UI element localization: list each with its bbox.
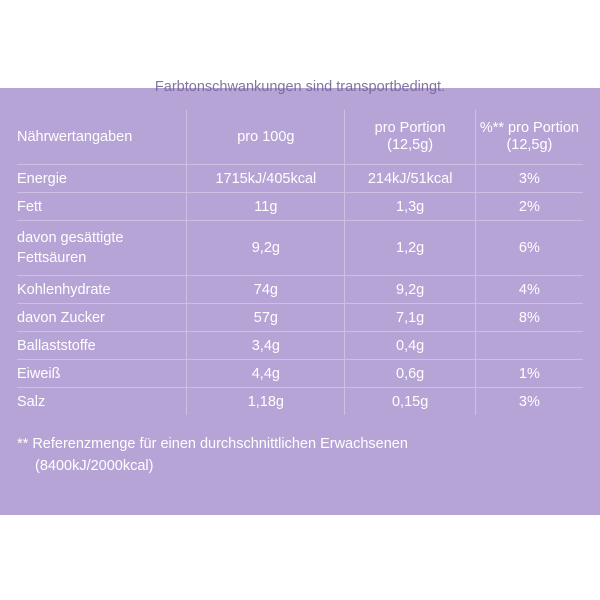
row-per-portion: 0,4g <box>345 332 475 360</box>
row-percent: 6% <box>475 221 583 276</box>
row-label: Eiweiß <box>17 360 187 388</box>
row-percent: 8% <box>475 304 583 332</box>
header-percent-line2: (12,5g) <box>506 137 553 153</box>
row-per-100g: 1715kJ/405kcal <box>187 165 345 193</box>
row-per-portion: 1,2g <box>345 221 475 276</box>
footnote-line1: ** Referenzmenge für einen durchschnittlichen Erwachsenen <box>17 436 408 452</box>
table-row <box>17 193 583 221</box>
row-per-100g: 4,4g <box>187 360 345 388</box>
row-label: Fett <box>17 193 187 221</box>
table-row <box>17 304 583 332</box>
row-per-100g: 3,4g <box>187 332 345 360</box>
header-percent-per-portion <box>475 110 583 165</box>
reference-footnote <box>17 433 583 477</box>
row-percent: 1% <box>475 360 583 388</box>
row-per-portion: 1,3g <box>345 193 475 221</box>
row-per-100g: 1,18g <box>187 388 345 416</box>
row-per-portion: 7,1g <box>345 304 475 332</box>
table-row <box>17 332 583 360</box>
row-percent <box>475 332 583 360</box>
row-percent: 2% <box>475 193 583 221</box>
row-label-line1: davon gesättigte <box>17 230 124 246</box>
row-label: Kohlenhydrate <box>17 276 187 304</box>
header-per-portion-line2: (12,5g) <box>387 137 434 153</box>
row-per-100g: 74g <box>187 276 345 304</box>
row-label: Ballaststoffe <box>17 332 187 360</box>
table-row <box>17 388 583 416</box>
table-row <box>17 165 583 193</box>
clipped-notice-text: Farbtonschwankungen sind transportbedingt. <box>154 79 446 95</box>
row-per-100g: 57g <box>187 304 345 332</box>
row-per-100g: 11g <box>187 193 345 221</box>
table-header-row <box>17 110 583 165</box>
row-per-100g: 9,2g <box>187 221 345 276</box>
header-per-portion-line1: pro Portion <box>374 120 446 136</box>
header-percent-line1: %** pro Portion <box>479 120 579 136</box>
row-per-portion: 214kJ/51kcal <box>345 165 475 193</box>
row-label <box>17 221 187 276</box>
row-label-line2: Fettsäuren <box>17 250 87 266</box>
row-percent: 3% <box>475 165 583 193</box>
header-per-portion <box>345 110 475 165</box>
nutrition-panel <box>0 79 600 515</box>
row-label: Energie <box>17 165 187 193</box>
row-label: Salz <box>17 393 46 410</box>
row-per-portion: 9,2g <box>345 276 475 304</box>
nutrition-table <box>17 110 583 415</box>
row-percent: 3% <box>475 388 583 416</box>
footnote-line2: (8400kJ/2000kcal) <box>35 458 154 474</box>
row-per-portion: 0,6g <box>345 360 475 388</box>
table-row <box>17 360 583 388</box>
row-per-portion: 0,15g <box>345 388 475 416</box>
table-row <box>17 276 583 304</box>
header-per-100g: pro 100g <box>187 110 345 165</box>
header-nutrition-label: Nährwertangaben <box>17 110 187 165</box>
row-percent: 4% <box>475 276 583 304</box>
table-row <box>17 221 583 276</box>
row-label: davon Zucker <box>17 304 187 332</box>
